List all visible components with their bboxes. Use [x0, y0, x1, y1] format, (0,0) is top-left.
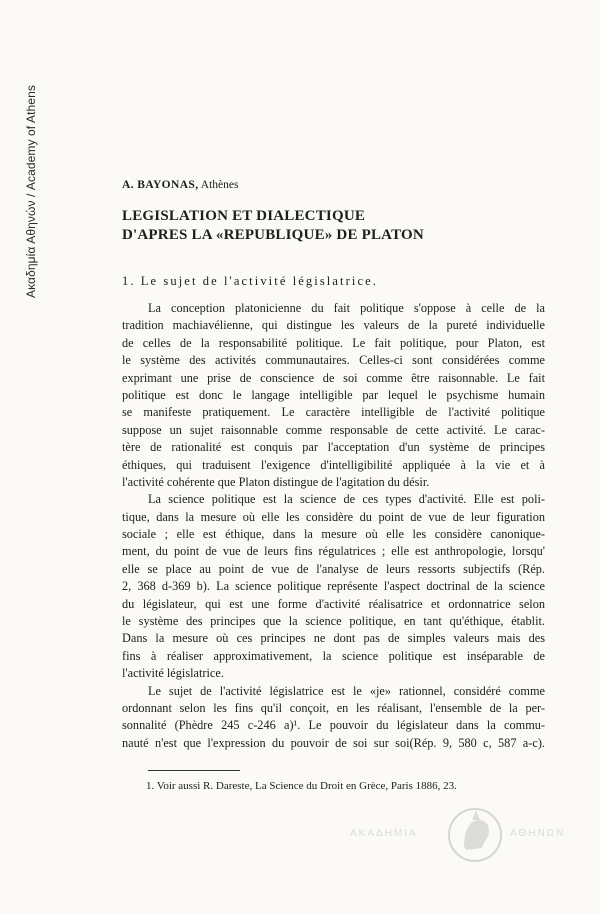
author-name: A. BAYONAS,	[122, 179, 199, 191]
text-line: le système des activités communautaires. Celles-ci sont considérées comme	[122, 353, 545, 368]
author-line	[122, 179, 238, 191]
text-line: fins à réaliser approximativement, la science politique est inséparable de	[122, 648, 545, 663]
text-line: le système des principes que la science politique, en tant qu'éthique, établit.	[122, 614, 545, 629]
text-line: tique, dans la mesure où elle les considère du point de vue de leur figuration	[122, 509, 545, 524]
text-line: tradition machiavélienne, qui distingue les valeurs de la pureté individuelle	[122, 318, 545, 333]
article-title	[122, 207, 424, 245]
author-city: Athènes	[200, 179, 239, 191]
text-line: Dans la mesure où ces principes ne dont pas de simples valeurs mais des	[122, 631, 545, 646]
text-line: 2, 368 d-369 b). La science politique représente l'aspect doctrinal de la science	[122, 579, 545, 594]
watermark-text-right: ΑΘΗΝΩΝ	[510, 828, 566, 839]
archive-side-label-text: Ακαδημία Αθηνών / Academy of Athens	[24, 85, 38, 298]
archive-side-label	[20, 40, 42, 300]
text-line: éthiques, qui traduisent l'exigence d'intelligibilité appliquée à la vie et à	[122, 457, 545, 472]
text-line: du législateur, qui est une forme d'activité réalisatrice et ordonnatrice selon	[122, 596, 545, 611]
academy-watermark	[350, 806, 580, 866]
text-line: sonnalité (Phèdre 245 c-246 a)¹. Le pouvoir du législateur dans la commu-	[122, 718, 545, 733]
text-line: elle se place au point de vue de l'analyse de leurs ressorts subjectifs (Rép.	[122, 561, 545, 576]
text-line: Le sujet de l'activité législatrice est le «je» rationnel, considéré comme	[148, 683, 545, 698]
text-line: l'activité législatrice.	[122, 666, 224, 681]
body-text	[122, 300, 545, 752]
athena-seal-icon	[446, 806, 504, 864]
text-line: de celles de la responsabilité politique. Le fait politique, pour Platon, est	[122, 335, 545, 350]
title-line: D'APRES LA «REPUBLIQUE» DE PLATON	[122, 227, 424, 243]
text-line: se manifeste pratiquement. Le caractère intelligible de l'activité politique	[122, 405, 545, 420]
footnote-rule	[148, 770, 240, 771]
text-line: La conception platonicienne du fait politique s'oppose à celle de la	[148, 301, 545, 315]
footnote: 1. Voir aussi R. Dareste, La Science du Droit en Grèce, Paris 1886, 23.	[146, 780, 457, 792]
watermark-text-left: ΑΚΑΔΗΜΙΑ	[350, 828, 418, 839]
text-line: nauté n'est que l'expression du pouvoir de soi sur soi(Rép. 9, 580 c, 587 a-c).	[122, 735, 545, 750]
text-line: sociale ; elle est éthique, dans la mesure où elle les considère canonique-	[122, 527, 545, 542]
text-line: tère de rationalité est conquis par l'acceptation d'un système de principes	[122, 440, 545, 455]
text-line: La science politique est la science de ces types d'activité. Elle est poli-	[148, 492, 545, 507]
text-line: ment, du point de vue de leurs fins régulatrices ; elle est anthropologie, lorsqu'	[122, 544, 545, 559]
text-line: ordonnant selon les fins qu'il conçoit, en les réalisant, l'ensemble de la per-	[122, 700, 545, 715]
text-line: politique est donc le langage intelligible par lequel le psychisme humain	[122, 387, 545, 402]
text-line: suppose un sujet raisonnable comme responsable de cette activité. Le carac-	[122, 422, 545, 437]
title-line: LEGISLATION ET DIALECTIQUE	[122, 208, 366, 224]
text-line: exprimant une prise de conscience de soi comme être raisonnable. Le fait	[122, 370, 545, 385]
section-heading: 1. Le sujet de l'activité législatrice.	[122, 274, 378, 288]
text-line: l'activité cohérente que Platon distingue de l'agitation du désir.	[122, 474, 430, 489]
